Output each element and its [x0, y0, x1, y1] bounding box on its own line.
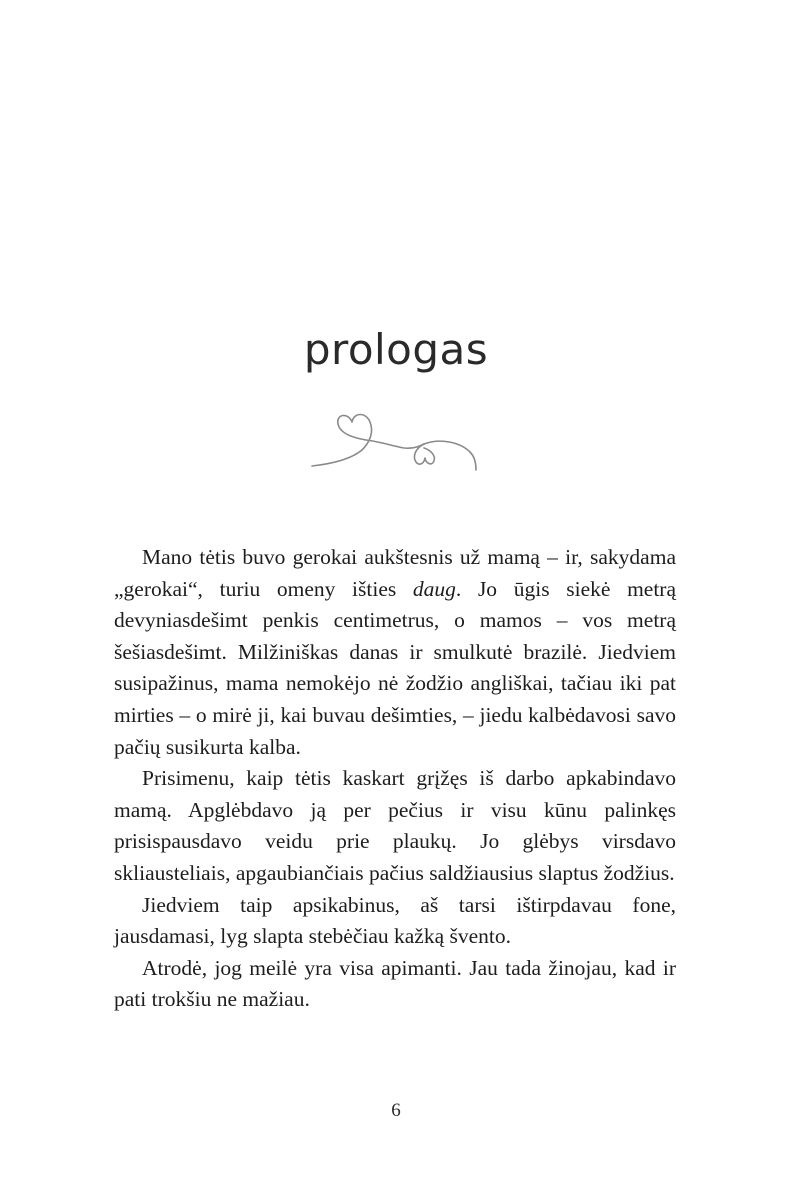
prologue-text — [114, 542, 676, 1016]
paragraph-1-end: . Jo ūgis siekė metrą devyniasdešimt penkis centimetrus, o mamos – vos metrą šešiasdešimt. Milžiniškas danas ir smulkutė brazilė. Jiedviem susipažinus, mama nemokėjo nė žodžio angliškai, tačiau iki pat mirties – o mirė ji, kai buvau dešimties, – jiedu kalbėdavosi savo pačių susikurta kalba. — [114, 576, 677, 759]
paragraph-3: Jiedviem taip apsikabinus, aš tarsi ištirpdavau fone, jausdamasi, lyg slapta stebėčiau kažką švento. — [114, 892, 676, 949]
paragraph-4: Atrodė, jog meilė yra visa apimanti. Jau tada žinojau, kad ir pati trokšiu ne mažiau. — [114, 955, 676, 1012]
chapter-title: prologas — [303, 325, 489, 374]
paragraph-1 — [114, 542, 676, 763]
page-number: 6 — [391, 1100, 401, 1121]
heart-swirl-flourish-icon — [308, 398, 480, 482]
paragraph-1-start: Mano tėtis buvo gerokai aukštesnis už mamą – ir, sakydama „gerokai“, turiu omeny išties — [114, 545, 676, 601]
emphasized-word: daug — [412, 576, 456, 601]
paragraph-2: Prisimenu, kaip tėtis kaskart grįžęs iš darbo apkabindavo mamą. Apglėbdavo ją per pečius ir visu kūnu palinkęs prisispausdavo veidu prie plaukų. Jo glėbys virsdavo skliausteliais, apgaubiančiais pačius saldžiausius slaptus žodžius. — [114, 766, 676, 885]
